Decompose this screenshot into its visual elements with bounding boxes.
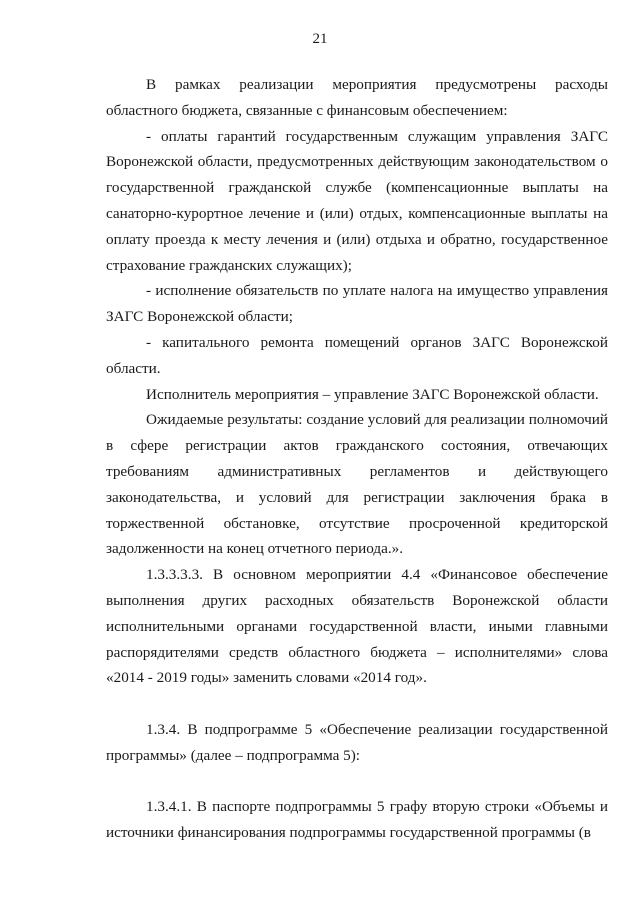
paragraph-expected-results: Ожидаемые результаты: создание условий для реализации полномочий в сфере регистрации актов гражданского состояния, отвечающих требованиям административных регламентов и действующего законодательства, и условий для регистрации заключения брака в торжественной обстановке, отсутствие просроченной кредиторской задолженности на конец отчетного периода.».	[106, 411, 608, 558]
paragraph-capital-repair-item: - капитального ремонта помещений органов ЗАГС Воронежской области.	[106, 333, 608, 377]
document-body	[106, 72, 608, 846]
paragraph-expenses-intro: В рамках реализации мероприятия предусмотрены расходы областного бюджета, связанные с финансовым обеспечением:	[106, 76, 608, 119]
paragraph-guarantees-item: - оплаты гарантий государственным служащим управления ЗАГС Воронежской области, предусмотренных действующим законодательством о государственной гражданской службе (компенсационные выплаты на санаторно-курортное лечение и (или) отдых, компенсационные выплаты на оплату проезда к месту лечения и (или) отдыха и обратно, государственное страхование гражданских служащих);	[106, 127, 608, 274]
paragraph-spacer	[106, 769, 608, 795]
paragraph-amendment-1-3-4-1: 1.3.4.1. В паспорте подпрограммы 5 графу вторую строки «Объемы и источники финансирования подпрограммы государственной программы (в	[106, 798, 608, 842]
paragraph-amendment-1-3-3-3-3: 1.3.3.3.3. В основном мероприятии 4.4 «Финансовое обеспечение выполнения других расходных обязательств Воронежской области исполнительными органами государственной власти, иными главными распорядителями средств областного бюджета – исполнителями» слова «2014 - 2019 годы» заменить словами «2014 год».	[106, 566, 608, 687]
paragraph-property-tax-item: - исполнение обязательств по уплате налога на имущество управления ЗАГС Воронежской области;	[106, 282, 608, 326]
paragraph-amendment-1-3-4: 1.3.4. В подпрограмме 5 «Обеспечение реализации государственной программы» (далее – подпрограмма 5):	[106, 720, 608, 764]
page-number: 21	[312, 31, 328, 47]
paragraph-executor: Исполнитель мероприятия – управление ЗАГС Воронежской области.	[146, 385, 599, 403]
paragraph-spacer	[106, 691, 608, 717]
